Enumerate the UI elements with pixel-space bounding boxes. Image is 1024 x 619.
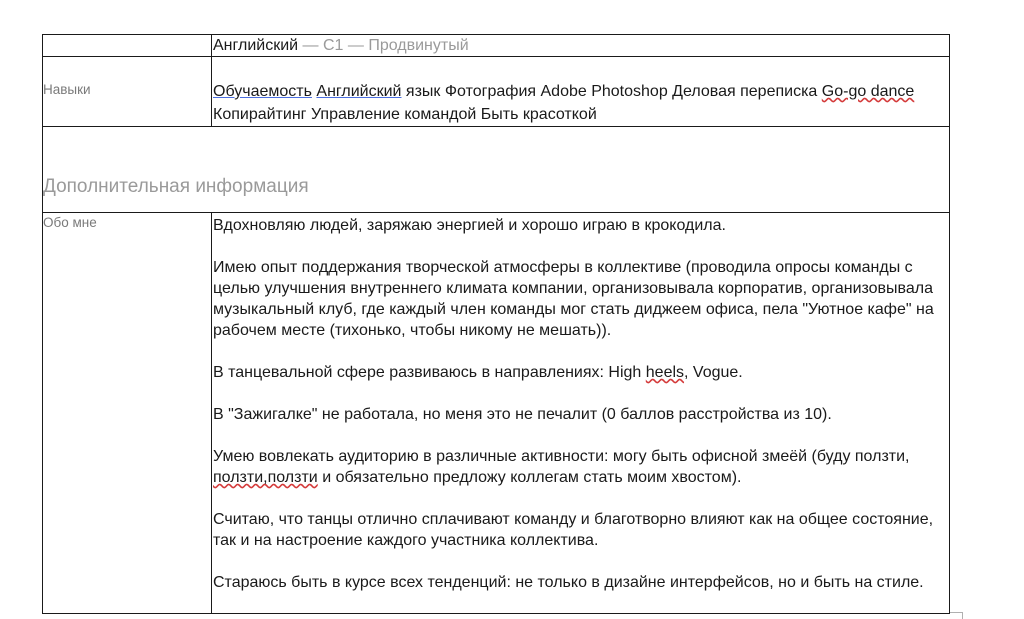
skill-item: Управление командой — [310, 106, 477, 123]
skills-list — [212, 57, 949, 126]
language-separator-2: — — [343, 37, 369, 54]
language-level-name: Продвинутый — [368, 37, 469, 54]
about-paragraph: В "Зажигалке" не работала, но меня это не печалит (0 баллов расстройства из 10). — [213, 406, 832, 423]
skill-item: Фотография — [444, 83, 537, 100]
skill-item: Обучаемость — [213, 83, 312, 100]
about-label: Обо мне — [43, 215, 97, 230]
skill-item: Копирайтинг — [213, 106, 307, 123]
skills-value-cell — [212, 57, 950, 127]
language-line — [212, 35, 949, 56]
about-paragraph: Считаю, что танцы отлично сплачивают команду и благотворно влияют как на общее состояние, так и на настроение каждого участника коллектива. — [213, 511, 934, 549]
about-paragraph: Стараюсь быть в курсе всех тенденций: не только в дизайне интерфейсов, но и быть на стиле. — [213, 574, 924, 591]
about-text-fragment: и обязательно предложу коллегам стать моим хвостом). — [317, 469, 742, 486]
about-paragraph: Вдохновляю людей, заряжаю энергией и хорошо играю в крокодила. — [213, 217, 726, 234]
skills-row — [43, 57, 950, 127]
language-level-code: C1 — [322, 37, 344, 54]
about-text-fragment: , Vogue. — [684, 364, 743, 381]
about-row — [43, 213, 950, 614]
skill-item: Деловая переписка — [672, 83, 818, 100]
about-label-cell — [43, 213, 212, 614]
resume-table — [42, 34, 950, 614]
language-separator-1: — — [298, 37, 323, 54]
about-text — [212, 213, 949, 593]
skills-label-cell — [43, 57, 212, 127]
spellcheck-word: heels — [645, 364, 685, 381]
about-value-cell — [212, 213, 950, 614]
language-label-cell — [43, 35, 212, 57]
about-text-fragment: Умею вовлекать аудиторию в различные активности: могу быть офисной змеёй (буду ползти, — [213, 448, 910, 465]
skill-item: Go-go dance — [821, 83, 915, 100]
additional-info-cell — [43, 127, 950, 213]
language-value-cell — [212, 35, 950, 57]
about-paragraph — [213, 362, 943, 383]
additional-info-heading: Дополнительная информация — [43, 176, 309, 197]
additional-info-row — [43, 127, 950, 213]
language-row — [43, 35, 950, 57]
about-text-fragment: В танцевальной сфере развиваюсь в направлениях: High — [213, 364, 646, 381]
skills-label: Навыки — [43, 82, 91, 97]
about-paragraph: Имею опыт поддержания творческой атмосферы в коллективе (проводила опросы команды с целью улучшения внутреннего климата компании, организовывала корпоратив, организовывала музыкальный клуб, где каждый член команды мог стать диджеем офиса, пела "Уютное кафе" на рабочем месте (тихонько, чтобы никому не мешать)). — [213, 259, 934, 339]
spellcheck-word: ползти,ползти — [213, 469, 318, 486]
language-name: Английский — [213, 37, 299, 54]
skill-item-english-word: Английский — [316, 83, 402, 100]
skill-item: Английский язык — [316, 83, 441, 100]
skill-item: Быть красоткой — [480, 106, 597, 123]
about-paragraph — [213, 446, 943, 488]
skill-item: Adobe Photoshop — [540, 83, 668, 100]
